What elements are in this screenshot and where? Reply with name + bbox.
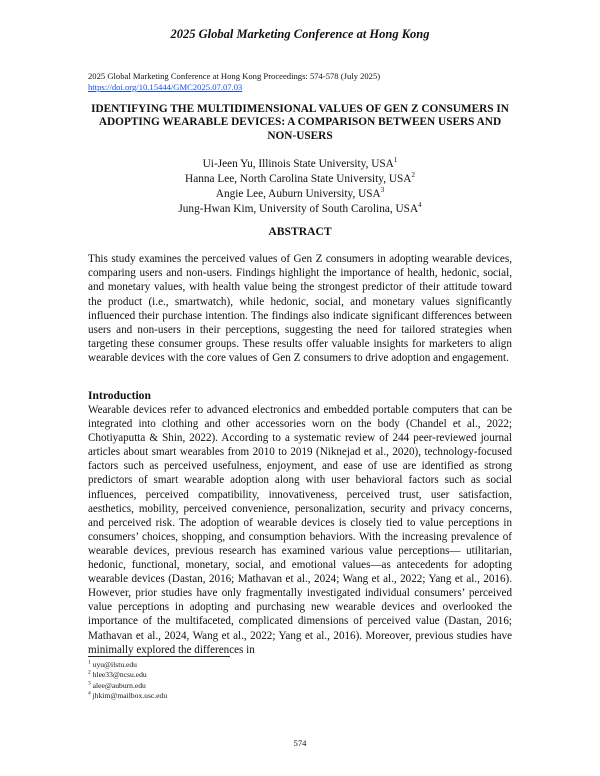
footnote: $^2$ hlee33@ncsu.edu xyxy=(88,669,147,680)
footnotes xyxy=(88,660,167,702)
conference-header: 2025 Global Marketing Conference at Hong Kong xyxy=(170,27,430,41)
proceedings-citation xyxy=(88,71,380,93)
introduction-heading: Introduction xyxy=(88,389,151,402)
page-number: 574 xyxy=(293,738,307,748)
author-line: Hanna Lee, North Carolina State University, USA$^2$ xyxy=(185,171,415,185)
footnote: $^3$ alee@auburn.edu xyxy=(88,680,146,690)
author-line: Angie Lee, Auburn University, USA$^3$ xyxy=(215,186,385,200)
footnote: $^4$ jhkim@mailbox.usc.edu xyxy=(88,690,168,701)
paper-title: IDENTIFYING THE MULTIDIMENSIONAL VALUES OF GEN Z CONSUMERS IN ADOPTING WEARABLE DEVICES: A COMPARISON BETWEEN USERS AND NON-USERS xyxy=(91,103,509,142)
author-list xyxy=(88,157,512,217)
footnote: $^1$ uyu@ilstu.edu xyxy=(88,659,137,669)
proceedings-line: 2025 Global Marketing Conference at Hong Kong Proceedings: 574-578 (July 2025) xyxy=(88,71,381,81)
author-line: Ui-Jeen Yu, Illinois State University, USA$^1$ xyxy=(202,156,398,170)
abstract-heading: ABSTRACT xyxy=(268,225,332,238)
author-line: Jung-Hwan Kim, University of South Carolina, USA$^4$ xyxy=(178,201,422,215)
footnote-divider xyxy=(88,656,230,657)
doi-link[interactable]: https://doi.org/10.15444/GMC2025.07.07.03 xyxy=(88,82,243,92)
abstract-paragraph: This study examines the perceived values of Gen Z consumers in adopting wearable devices, comparing users and non-users. Findings highlight the importance of health, hedonic, social, and monetary values, with health value being the strongest predictor of their attitude toward the product (i.e., smartwatch), while hedonic, social, and monetary values significantly influenced their purchase intention. The findings also indicate significant differences between users and non-users in their perceptions, suggesting the need for tailored strategies when targeting these consumer groups. These results offer valuable insights for marketers to align wearable devices with the core values of Gen Z consumers to drive adoption and engagement. xyxy=(88,253,512,365)
introduction-paragraph: Wearable devices refer to advanced electronics and embedded portable computers that can be integrated into clothing and other accessories worn on the body (Chandel et al., 2022; Chotiyaputta & Shin, 2022). According to a systematic review of 244 peer-reviewed journal articles about smart wearables from 2010 to 2019 (Niknejad et al., 2020), technology-focused factors such as perceived usefulness, enjoyment, and ease of use are identified as strong predictors of smart wearable adoption along with user behavioral factors such as social influences, perceived compatibility, innovativeness, perceived trust, user satisfaction, aesthetics, mobility, perceived convenience, personalization, security and privacy concerns, and perceived risk. The adoption of wearable devices is closely tied to value perceptions in consumers’ choices, shopping, and consumption behaviors. With the increasing prevalence of wearable devices, previous research has examined various value perceptions— utilitarian, hedonic, functional, monetary, social, and emotional values—as antecedents for adopting wearable devices (Dastan, 2016; Mathavan et al., 2024; Wang et al., 2022; Yang et al., 2016). However, prior studies have only fragmentally investigated individual consumers’ perceived value perceptions in adopting and purchasing new wearable devices and overlooked the importance of the multifaceted, complicated dimensions of perceived value (Dastan, 2016; Mathavan et al., 2024, Wang et al., 2022; Yang et al., 2016). Moreover, previous studies have minimally explored the differences in xyxy=(88,404,512,656)
